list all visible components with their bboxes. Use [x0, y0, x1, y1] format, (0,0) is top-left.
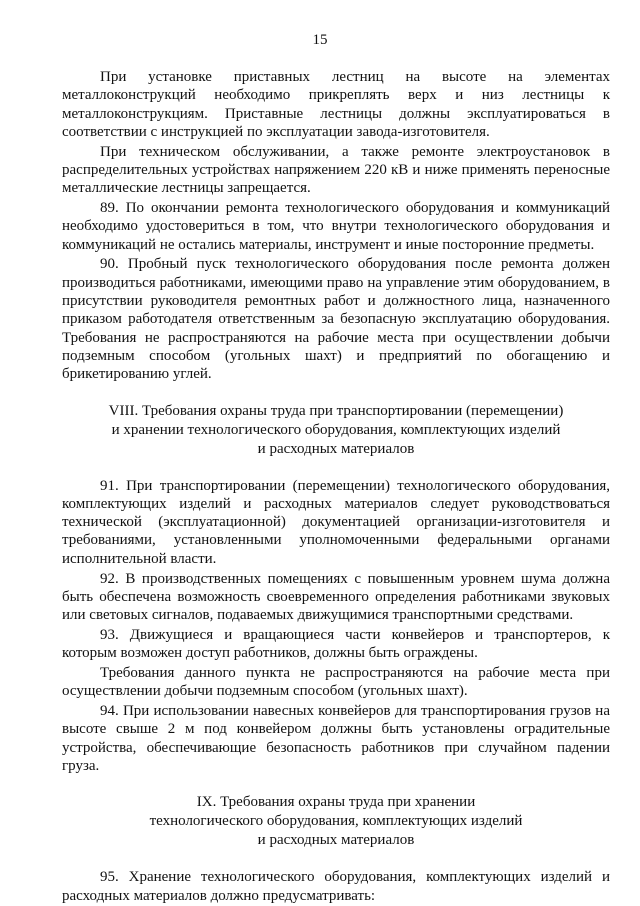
document-body	[62, 68, 610, 906]
paragraph-95: 95. Хранение технологического оборудования, комплектующих изделий и расходных материалов должно предусматривать:	[62, 869, 610, 904]
paragraph-93-note: Требования данного пункта не распространяются на рабочие места при осуществлении добычи подземным способом (угольных шахт).	[62, 665, 610, 700]
paragraph-ladder-installation: При установке приставных лестниц на высоте на элементах металлоконструкций необходимо прикреплять верх и низ лестницы к металлоконструкциям. Приставные лестницы должны эксплуатироваться в соответствии с инструкцией по эксплуатации завода-изготовителя.	[62, 69, 610, 140]
paragraph-92: 92. В производственных помещениях с повышенным уровнем шума должна быть обеспечена возможность своевременного определения работниками звуковых или световых сигналов, подаваемых движущимися транспортными средствами.	[62, 570, 610, 624]
paragraph-91: 91. При транспортировании (перемещении) технологического оборудования, комплектующих изделий и расходных материалов следует руководствоваться технической (эксплуатационной) документацией организации-изготовителя и требованиями, установленными уполномоченными федеральными органами исполнительной власти.	[62, 477, 610, 567]
section-9-heading-line-2: технологического оборудования, комплектующих изделий	[149, 813, 523, 830]
section-9-heading-line-1: IX. Требования охраны труда при хранении	[196, 794, 476, 811]
paragraph-89: 89. По окончании ремонта технологического оборудования и коммуникаций необходимо удостовериться в том, что внутри технологического оборудования и коммуникаций не остались материалы, инструмент и иные посторонние предметы.	[62, 200, 610, 253]
section-8-heading	[62, 402, 610, 459]
section-9-heading	[62, 793, 610, 850]
section-8-heading-line-2: и хранении технологического оборудования, комплектующих изделий	[111, 421, 561, 438]
paragraph-metal-ladders-ban: При техническом обслуживании, а также ремонте электроустановок в распределительных устройствах напряжением 220 кВ и ниже применять переносные металлические лестницы запрещается.	[62, 143, 610, 197]
section-9-heading-line-3: и расходных материалов	[257, 832, 415, 849]
section-8-heading-line-3: и расходных материалов	[257, 440, 415, 457]
paragraph-93: 93. Движущиеся и вращающиеся части конвейеров и транспортеров, к которым возможен доступ работников, должны быть ограждены.	[62, 626, 610, 662]
page-number: 15	[312, 32, 328, 48]
paragraph-90: 90. Пробный пуск технологического оборудования после ремонта должен производиться работниками, имеющими право на управление этим оборудованием, в присутствии руководителя ремонтных работ и должностного лица, назначенного приказом работодателя ответственным за безопасную эксплуатацию оборудования. Требования не распространяются на рабочие места при осуществлении добычи подземным способом (угольных шахт) и предприятий по обогащению и брикетированию углей.	[62, 256, 610, 383]
section-8-heading-line-1: VIII. Требования охраны труда при транспортировании (перемещении)	[108, 402, 564, 419]
paragraph-94: 94. При использовании навесных конвейеров для транспортирования грузов на высоте свыше 2 м под конвейером должны быть установлены оградительные устройства, обеспечивающие безопасность работников при случайном падении груза.	[62, 703, 610, 774]
